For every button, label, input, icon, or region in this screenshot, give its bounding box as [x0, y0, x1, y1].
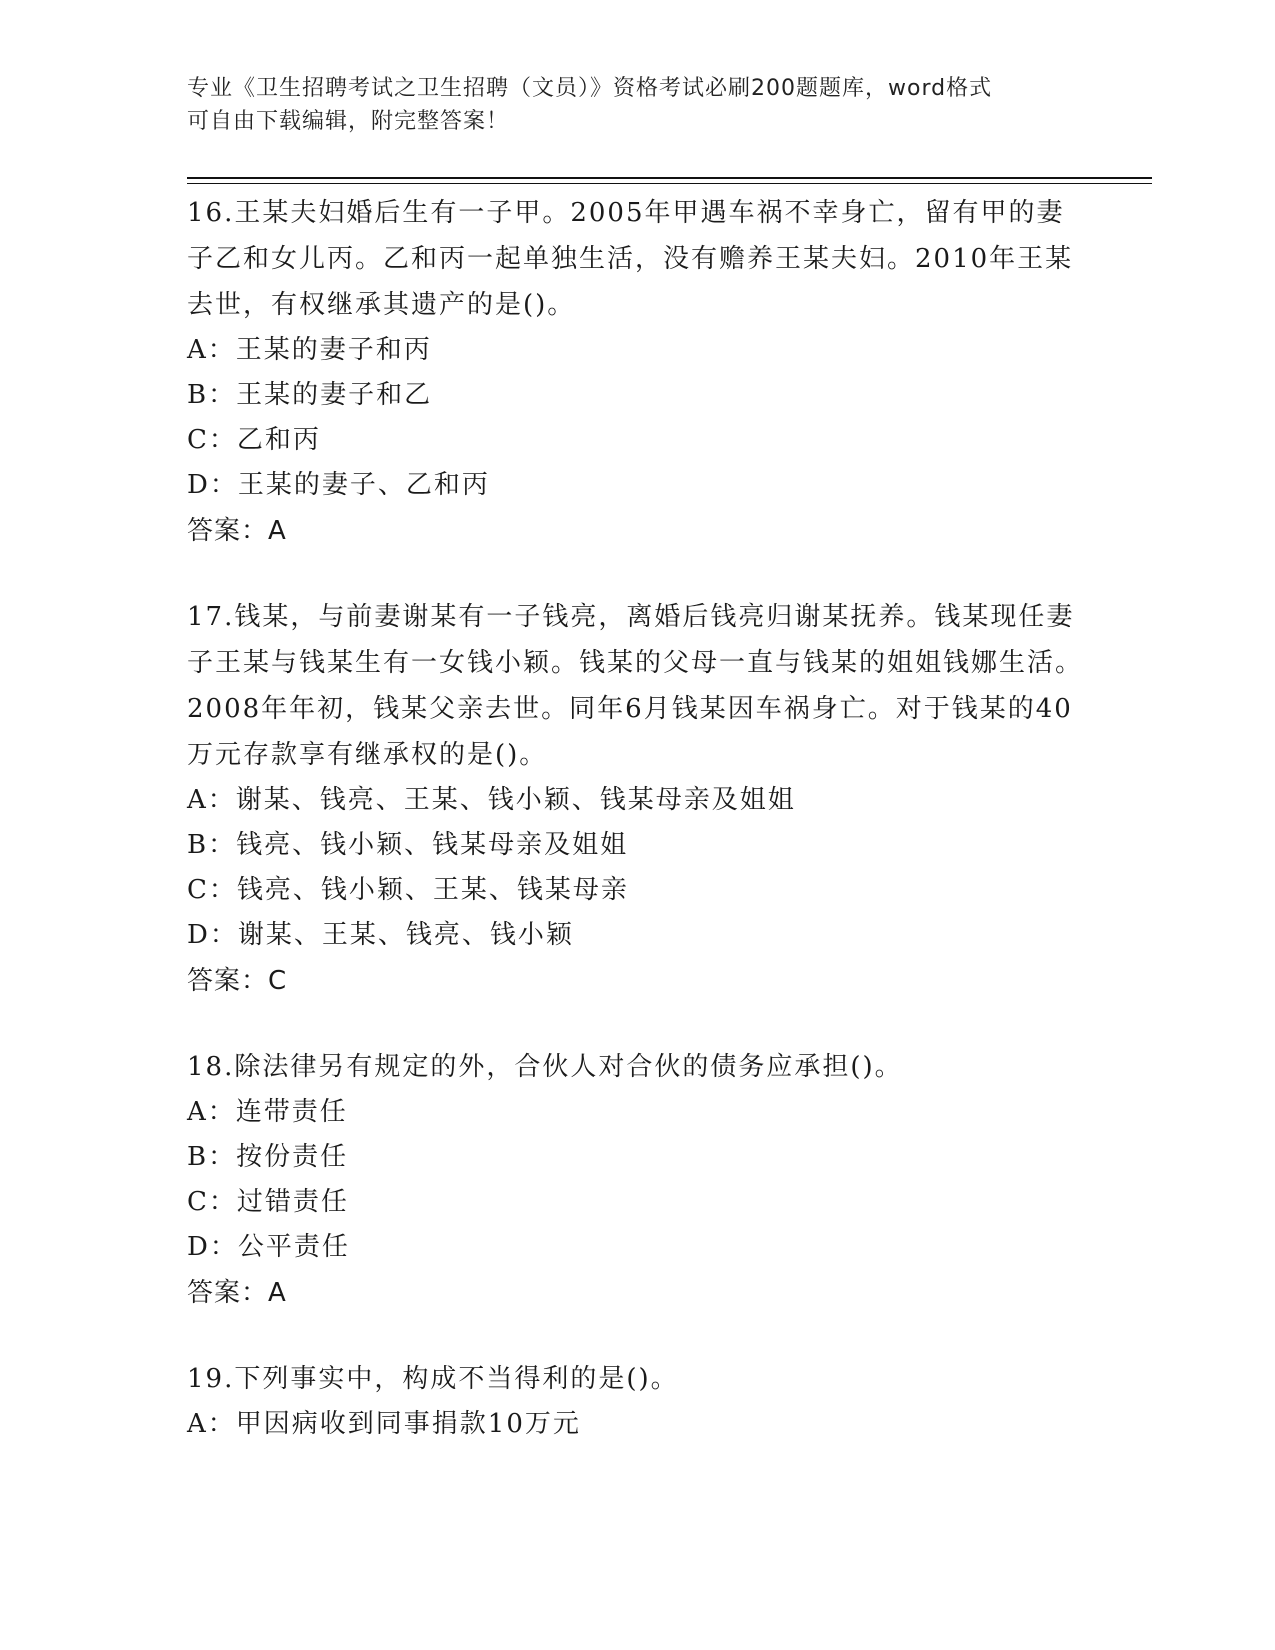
option-a: A：王某的妻子和丙 — [187, 335, 432, 365]
header-divider-thick — [187, 177, 1152, 179]
option-c: C：乙和丙 — [187, 425, 321, 455]
question-spacer — [187, 1004, 1087, 1042]
answer-label: 答案：C — [187, 966, 288, 996]
option-a: A：连带责任 — [187, 1097, 348, 1127]
option-a: A：谢某、钱亮、王某、钱小颖、钱某母亲及姐姐 — [187, 785, 796, 815]
option-d: D：谢某、王某、钱亮、钱小颖 — [187, 920, 574, 950]
option-b: B：按份责任 — [187, 1142, 349, 1172]
question-stem: 17.钱某，与前妻谢某有一子钱亮，离婚后钱亮归谢某抚养。钱某现任妻子王某与钱某生有一女钱小颖。钱某的父母一直与钱某的姐姐钱娜生活。2008年年初，钱某父亲去世。同年6月钱某因车祸身亡。对于钱某的40万元存款享有继承权的是()。 — [187, 602, 1084, 770]
header-divider-thin — [187, 183, 1152, 184]
question-18 — [187, 1042, 1087, 1316]
option-c: C：钱亮、钱小颖、王某、钱某母亲 — [187, 875, 629, 905]
question-stem: 16.王某夫妇婚后生有一子甲。2005年甲遇车祸不幸身亡，留有甲的妻子乙和女儿丙。乙和丙一起单独生活，没有赡养王某夫妇。2010年王某去世，有权继承其遗产的是()。 — [187, 198, 1074, 320]
question-list — [187, 188, 1087, 1447]
question-spacer — [187, 554, 1087, 592]
question-17 — [187, 592, 1087, 1004]
question-spacer — [187, 1316, 1087, 1354]
option-b: B：钱亮、钱小颖、钱某母亲及姐姐 — [187, 830, 629, 860]
option-b: B：王某的妻子和乙 — [187, 380, 433, 410]
question-stem: 19.下列事实中，构成不当得利的是()。 — [187, 1364, 679, 1394]
header-line-2: 可自由下载编辑，附完整答案！ — [187, 109, 510, 134]
answer-label: 答案：A — [187, 1278, 287, 1308]
question-stem: 18.除法律另有规定的外，合伙人对合伙的债务应承担()。 — [187, 1052, 903, 1082]
document-header — [187, 72, 1067, 138]
question-16 — [187, 188, 1087, 554]
answer-label: 答案：A — [187, 516, 287, 546]
option-d: D：公平责任 — [187, 1232, 350, 1262]
option-c: C：过错责任 — [187, 1187, 349, 1217]
header-line-1: 专业《卫生招聘考试之卫生招聘（文员）》资格考试必刷200题题库，word格式 — [187, 76, 993, 101]
option-a: A：甲因病收到同事捐款10万元 — [187, 1409, 581, 1439]
question-19 — [187, 1354, 1087, 1447]
option-d: D：王某的妻子、乙和丙 — [187, 470, 490, 500]
